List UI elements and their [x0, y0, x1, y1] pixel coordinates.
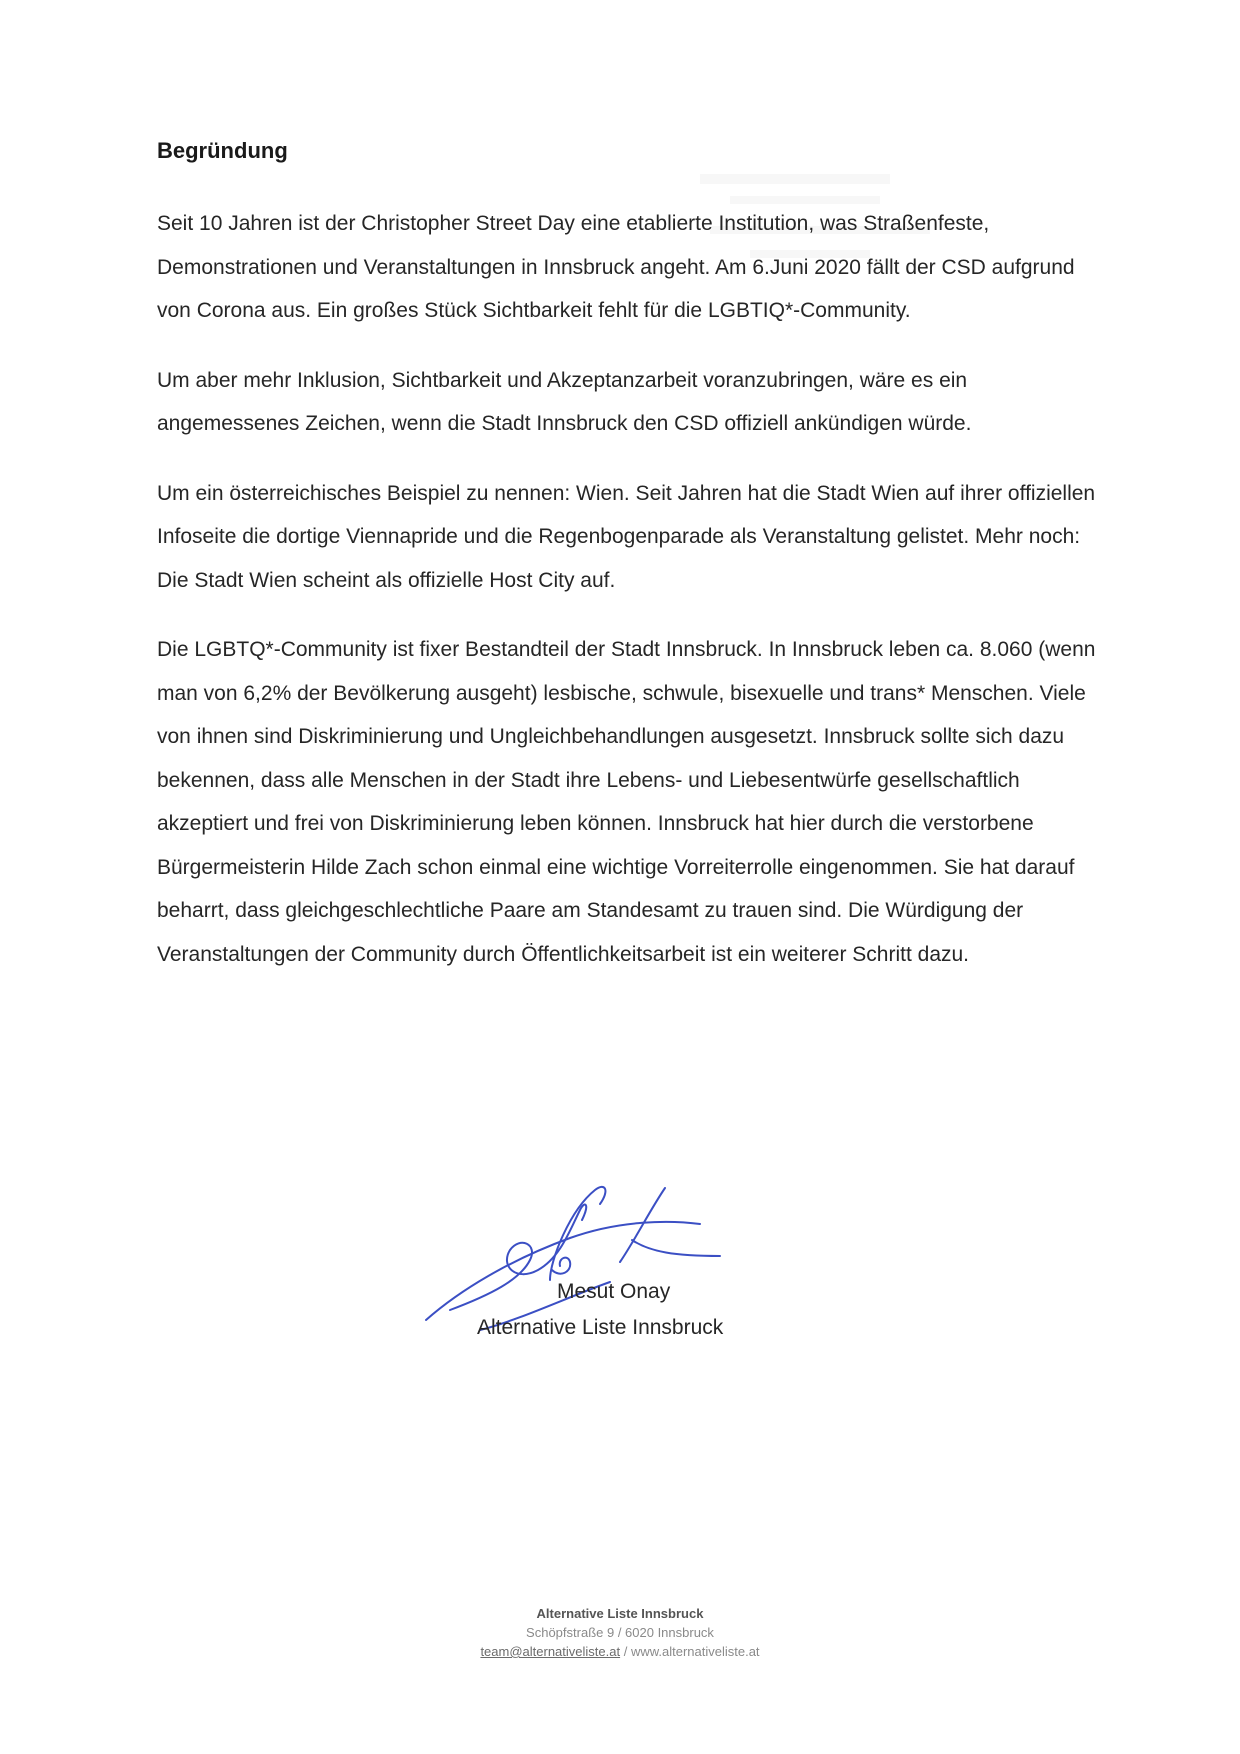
handwritten-signature: [420, 1170, 780, 1340]
signature-block: [420, 1170, 840, 1360]
footer-website[interactable]: www.alternativeliste.at: [630, 1644, 760, 1659]
signer-name: Mesut Onay: [557, 1280, 671, 1303]
paragraph-1: Seit 10 Jahren ist der Christopher Street Day eine etablierte Institution, was Straßenfeste, Demonstrationen und Veranstaltungen in Innsbruck angeht. Am 6.Juni 2020 fällt der CSD aufgrund von Corona aus. Ein großes Stück Sichtbarkeit fehlt für die LGBTIQ*-Community.: [157, 212, 1075, 322]
footer-separator: /: [620, 1644, 631, 1659]
footer-contact: [0, 1642, 1240, 1661]
footer-email-link[interactable]: team@alternativeliste.at: [480, 1644, 621, 1659]
section-heading: Begründung: [157, 138, 288, 163]
paragraph-3: Um ein österreichisches Beispiel zu nennen: Wien. Seit Jahren hat die Stadt Wien auf ihrer offiziellen Infoseite die dortige Viennapride und die Regenbogenparade als Veranstaltung gelistet. Mehr noch: Die Stadt Wien scheint als offizielle Host City auf.: [157, 481, 1096, 592]
paragraph-2: Um aber mehr Inklusion, Sichtbarkeit und Akzeptanzarbeit voranzubringen, wäre es ein angemessenes Zeichen, wenn die Stadt Innsbruck den CSD offiziell ankündigen würde.: [157, 368, 972, 435]
paragraph-4: Die LGBTQ*-Community ist fixer Bestandteil der Stadt Innsbruck. In Innsbruck leben ca. 8.060 (wenn man von 6,2% der Bevölkerung ausgeht) lesbische, schwule, bisexuelle und trans* Menschen. Viele von ihnen sind Diskriminierung und Ungleichbehandlungen ausgesetzt. Innsbruck sollte sich dazu bekennen, dass alle Menschen in der Stadt ihre Lebens- und Liebesentwürfe gesellschaftlich akzeptiert und frei von Diskriminierung leben können. Innsbruck hat hier durch die verstorbene Bürgermeisterin Hilde Zach schon einmal eine wichtige Vorreiterrolle eingenommen. Sie hat darauf beharrt, dass gleichgeschlechtliche Paare am Standesamt zu trauen sind. Die Würdigung der Veranstaltungen der Community durch Öffentlichkeitsarbeit ist ein weiterer Schritt dazu.: [157, 638, 1096, 966]
signer-organization: Alternative Liste Innsbruck: [477, 1316, 724, 1339]
footer-address: Schöpfstraße 9 / 6020 Innsbruck: [526, 1625, 714, 1640]
body-text: [157, 202, 1097, 1002]
footer: [0, 1604, 1240, 1661]
footer-organization: Alternative Liste Innsbruck: [536, 1606, 704, 1621]
